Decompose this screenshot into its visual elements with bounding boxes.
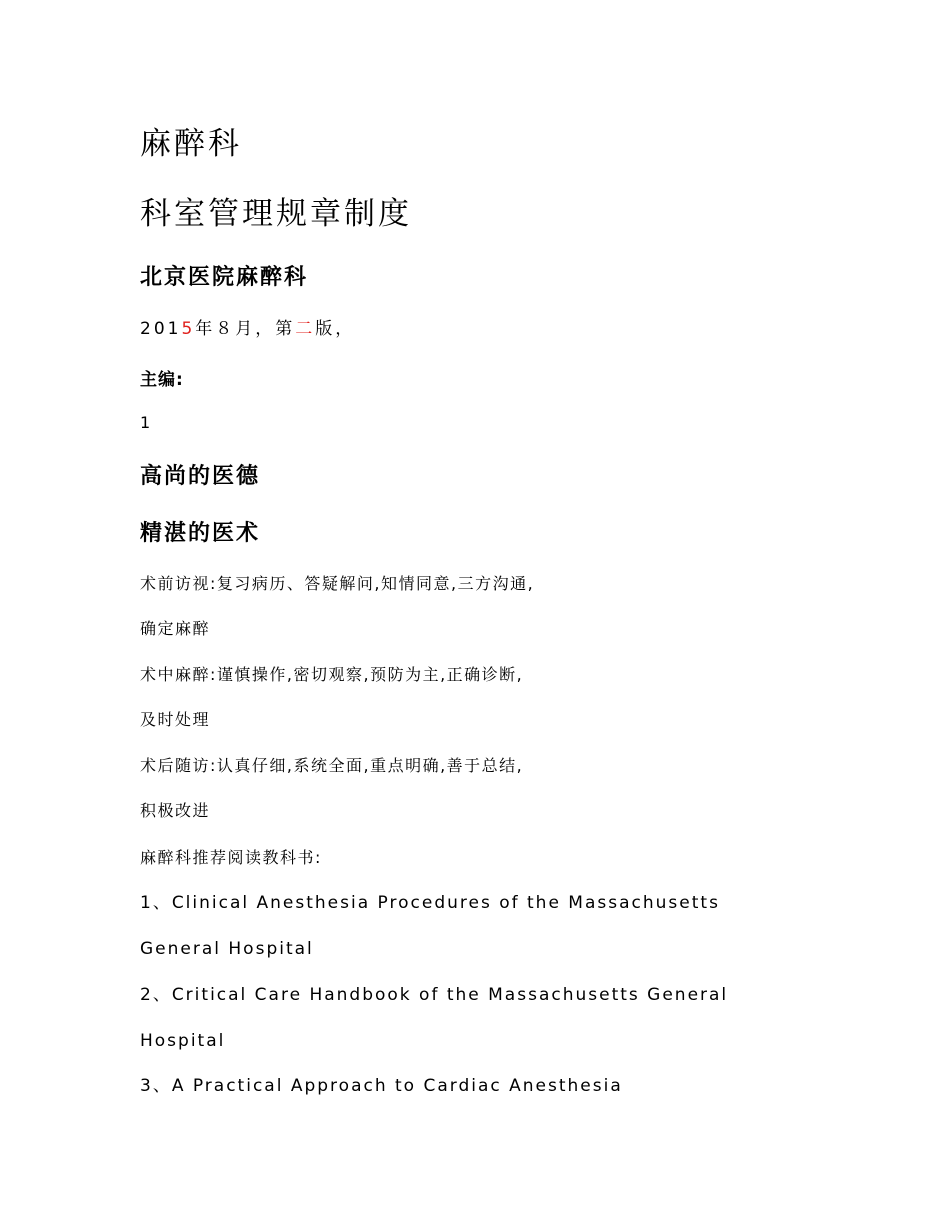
book-item-1-cont: General Hospital — [140, 939, 314, 959]
title-department-short: 麻醉科 — [140, 126, 242, 162]
book-item-3: 3、A Practical Approach to Cardiac Anesthesia — [140, 1076, 623, 1096]
text-line-preop: 术前访视:复习病历、答疑解问,知情同意,三方沟通, — [140, 574, 535, 593]
edition-line — [140, 321, 355, 338]
book-item-2: 2、Critical Care Handbook of the Massachusetts General — [140, 985, 729, 1005]
title-regulations: 科室管理规章制度 — [140, 196, 412, 232]
edition-number-highlight: 二 — [295, 319, 316, 339]
edition-year-start: 201 — [140, 319, 182, 339]
text-line-intraop-cont: 及时处理 — [140, 710, 211, 729]
page-number: 1 — [140, 413, 152, 432]
motto-medical-skill: 精湛的医术 — [140, 521, 261, 546]
motto-medical-ethics: 高尚的医德 — [140, 464, 261, 489]
department-name: 北京医院麻醉科 — [140, 265, 309, 290]
book-item-2-cont: Hospital — [140, 1031, 226, 1051]
text-line-preop-cont: 确定麻醉 — [140, 619, 211, 638]
text-line-postop-cont: 积极改进 — [140, 801, 211, 820]
edition-year-digit-highlight: 5 — [181, 319, 196, 339]
text-line-postop: 术后随访:认真仔细,系统全面,重点明确,善于总结, — [140, 756, 524, 775]
editor-label: 主编: — [140, 370, 184, 390]
book-item-1: 1、Clinical Anesthesia Procedures of the Massachusetts — [140, 893, 720, 913]
edition-month-text: 年８月，第 — [195, 319, 296, 339]
text-line-intraop: 术中麻醉:谨慎操作,密切观察,预防为主,正确诊断, — [140, 665, 524, 684]
text-line-reading-list-heading: 麻醉科推荐阅读教科书: — [140, 848, 322, 867]
edition-suffix: 版， — [315, 319, 356, 339]
